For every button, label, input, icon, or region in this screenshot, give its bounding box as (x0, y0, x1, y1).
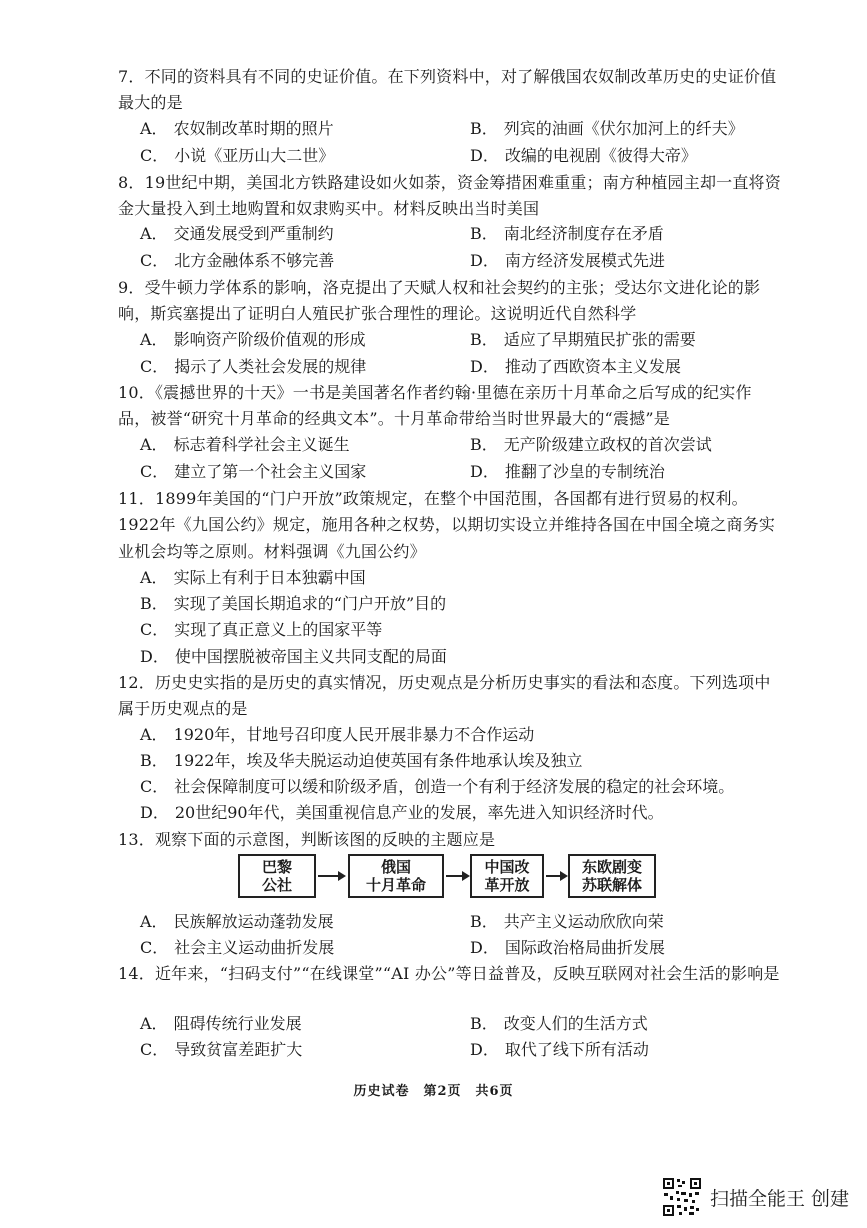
question-12-option-d: D． 20世纪90年代，美国重视信息产业的发展，率先进入知识经济时代。 (140, 803, 664, 822)
question-8-option-c: C． 北方金融体系不够完善 (140, 251, 335, 270)
arrow-right-icon (446, 870, 470, 882)
question-9-option-c: C． 揭示了人类社会发展的规律 (140, 357, 367, 376)
question-7-stem: 7．不同的资料具有不同的史证价值。在下列资料中，对了解俄国农奴制改革历史的史证价值最大的是 (118, 67, 777, 113)
question-9-option-b: B． 适应了早期殖民扩张的需要 (470, 330, 696, 349)
question-11-option-c: C． 实现了真正意义上的国家平等 (140, 620, 383, 639)
question-10-option-c: C． 建立了第一个社会主义国家 (140, 462, 367, 481)
question-12-option-c: C． 社会保障制度可以缓和阶级矛盾，创造一个有利于经济发展的稳定的社会环境。 (140, 777, 735, 796)
question-9-option-d: D． 推动了西欧资本主义发展 (470, 357, 681, 376)
flow-diagram (238, 854, 658, 902)
question-14-stem: 14．近年来，“扫码支付”“在线课堂”“AI 办公”等日益普及，反映互联网对社会生活的影响是 (118, 964, 780, 983)
question-10-option-d: D． 推翻了沙皇的专制统治 (470, 462, 665, 481)
question-14-option-c: C． 导致贫富差距扩大 (140, 1040, 303, 1059)
question-9-option-a: A． 影响资产阶级价值观的形成 (140, 330, 366, 349)
question-14-option-d: D． 取代了线下所有活动 (470, 1040, 649, 1059)
question-7-option-a: A． 农奴制改革时期的照片 (140, 119, 334, 138)
question-13-stem: 13．观察下面的示意图，判断该图的反映的主题应是 (118, 830, 496, 849)
question-13-option-a: A． 民族解放运动蓬勃发展 (140, 912, 334, 931)
flow-box-eastern-europe-ussr: 东欧剧变 苏联解体 (568, 854, 656, 898)
watermark-text: 扫描全能王 创建 (709, 1187, 849, 1210)
scanner-watermark (662, 1174, 849, 1220)
flow-box-october-revolution: 俄国 十月革命 (348, 854, 444, 898)
flow-box-reform-opening: 中国改 革开放 (470, 854, 544, 898)
question-11-option-d: D． 使中国摆脱被帝国主义共同支配的局面 (140, 647, 447, 666)
flow-box-paris-commune: 巴黎 公社 (238, 854, 316, 898)
question-7-option-b: B． 列宾的油画《伏尔加河上的纤夫》 (470, 119, 744, 138)
arrow-right-icon (546, 870, 568, 882)
question-13-option-b: B． 共产主义运动欣欣向荣 (470, 912, 664, 931)
question-8-stem: 8．19世纪中期，美国北方铁路建设如火如荼，资金筹措困难重重；南方种植园主却一直将资金大量投入到土地购置和奴隶购买中。材料反映出当时美国 (118, 173, 781, 219)
arrow-right-icon (318, 870, 346, 882)
question-7-option-c: C． 小说《亚历山大二世》 (140, 146, 335, 165)
question-12-option-b: B． 1922年，埃及华夫脱运动迫使英国有条件地承认埃及独立 (140, 751, 583, 770)
question-10-option-b: B． 无产阶级建立政权的首次尝试 (470, 435, 712, 454)
question-8-option-d: D． 南方经济发展模式先进 (470, 251, 665, 270)
page-footer: 历史试卷 第2页 共6页 (353, 1084, 514, 1099)
question-12-option-a: A． 1920年，甘地号召印度人民开展非暴力不合作运动 (140, 725, 535, 744)
question-7-option-d: D． 改编的电视剧《彼得大帝》 (470, 146, 697, 165)
question-11-option-a: A． 实际上有利于日本独霸中国 (140, 568, 366, 587)
question-9-stem: 9．受牛顿力学体系的影响，洛克提出了天赋人权和社会契约的主张；受达尔文进化论的影响，斯宾塞提出了证明白人殖民扩张合理性的理论。这说明近代自然科学 (118, 278, 761, 324)
qr-code-icon (662, 1177, 702, 1217)
question-13-option-d: D． 国际政治格局曲折发展 (470, 938, 665, 957)
question-8-option-b: B． 南北经济制度存在矛盾 (470, 224, 664, 243)
question-8-option-a: A． 交通发展受到严重制约 (140, 224, 334, 243)
question-10-option-a: A． 标志着科学社会主义诞生 (140, 435, 350, 454)
question-14-option-b: B． 改变人们的生活方式 (470, 1014, 648, 1033)
question-11-option-b: B． 实现了美国长期追求的“门户开放”目的 (140, 594, 447, 613)
question-10-stem: 10．《震撼世界的十天》一书是美国著名作者约翰·里德在亲历十月革命之后写成的纪实作品，被誉“研究十月革命的经典文本”。十月革命带给当时世界最大的“震撼”是 (118, 383, 752, 429)
question-12-stem: 12．历史史实指的是历史的真实情况，历史观点是分析历史事实的看法和态度。下列选项中属于历史观点的是 (118, 673, 771, 719)
question-11-stem: 11．1899年美国的“门户开放”政策规定，在整个中国范围，各国都有进行贸易的权利。1922年《九国公约》规定，施用各种之权势，以期切实设立并维持各国在中国全境之商务实业机会均等之原则。材料强调《九国公约》 (118, 489, 776, 561)
question-14-option-a: A． 阻碍传统行业发展 (140, 1014, 302, 1033)
question-13-option-c: C． 社会主义运动曲折发展 (140, 938, 335, 957)
